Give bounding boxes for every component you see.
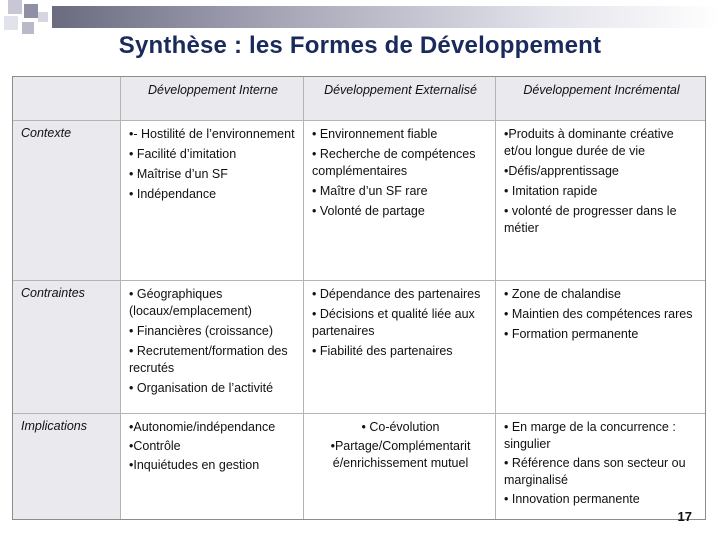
- list-item: •Partage/Complémentarit é/enrichissement mutuel: [330, 439, 471, 470]
- list-item: • Référence dans son secteur ou marginalisé: [504, 456, 686, 487]
- list-item: • Fiabilité des partenaires: [312, 344, 453, 358]
- list-item: •Autonomie/indépendance: [129, 420, 276, 434]
- cell-implications-incremental: [496, 414, 705, 519]
- cell-implications-interne: [121, 414, 304, 519]
- row-header-implications: Implications: [13, 414, 121, 519]
- cell-contexte-incremental: [496, 121, 705, 281]
- list-item: • Maintien des compétences rares: [504, 307, 693, 321]
- list-item: • Volonté de partage: [312, 204, 425, 218]
- list-item: • Formation permanente: [504, 327, 639, 341]
- list-item: • Décisions et qualité liée aux partenaires: [312, 307, 475, 338]
- list-item: • volonté de progresser dans le métier: [504, 204, 677, 235]
- list-item: •- Hostilité de l’environnement: [129, 127, 295, 141]
- list-item: • Facilité d’imitation: [129, 147, 237, 161]
- synthesis-table: [12, 76, 706, 520]
- row-header-contexte: Contexte: [13, 121, 121, 281]
- table-corner: [13, 77, 121, 121]
- list-item: • Géographiques (locaux/emplacement): [129, 287, 252, 318]
- list-item: • Indépendance: [129, 187, 217, 201]
- row-header-contraintes: Contraintes: [13, 281, 121, 414]
- list-item: • Recrutement/formation des recrutés: [129, 344, 288, 375]
- cell-contexte-interne: [121, 121, 304, 281]
- list-item: • Environnement fiable: [312, 127, 438, 141]
- header-decoration: [0, 0, 720, 36]
- list-item: • Financières (croissance): [129, 324, 274, 338]
- column-header-externalise: Développement Externalisé: [304, 77, 496, 121]
- cell-contraintes-externalise: [304, 281, 496, 414]
- deco-square: [4, 16, 18, 30]
- list-item: • Recherche de compétences complémentaires: [312, 147, 476, 178]
- list-item: • Imitation rapide: [504, 184, 598, 198]
- list-item: • En marge de la concurrence : singulier: [504, 420, 676, 451]
- deco-square: [24, 4, 38, 18]
- deco-square: [8, 0, 22, 14]
- list-item: • Dépendance des partenaires: [312, 287, 481, 301]
- deco-square: [38, 12, 48, 22]
- list-item: • Innovation permanente: [504, 492, 640, 506]
- list-item: •Contrôle: [129, 439, 181, 453]
- list-item: • Maître d’un SF rare: [312, 184, 428, 198]
- cell-contexte-externalise: [304, 121, 496, 281]
- list-item: • Organisation de l’activité: [129, 381, 274, 395]
- list-item: •Défis/apprentissage: [504, 164, 619, 178]
- list-item: •Inquiétudes en gestion: [129, 458, 260, 472]
- column-header-incremental: Développement Incrémental: [496, 77, 705, 121]
- list-item: •Produits à dominante créative et/ou longue durée de vie: [504, 127, 674, 158]
- column-header-interne: Développement Interne: [121, 77, 304, 121]
- cell-contraintes-incremental: [496, 281, 705, 414]
- page-number: 17: [677, 509, 692, 524]
- cell-implications-externalise: [304, 414, 496, 519]
- slide-title: Synthèse : les Formes de Développement: [118, 32, 602, 59]
- header-gradient-bar: [52, 6, 720, 28]
- list-item: • Co-évolution: [361, 420, 440, 434]
- cell-contraintes-interne: [121, 281, 304, 414]
- list-item: • Zone de chalandise: [504, 287, 621, 301]
- list-item: • Maîtrise d’un SF: [129, 167, 228, 181]
